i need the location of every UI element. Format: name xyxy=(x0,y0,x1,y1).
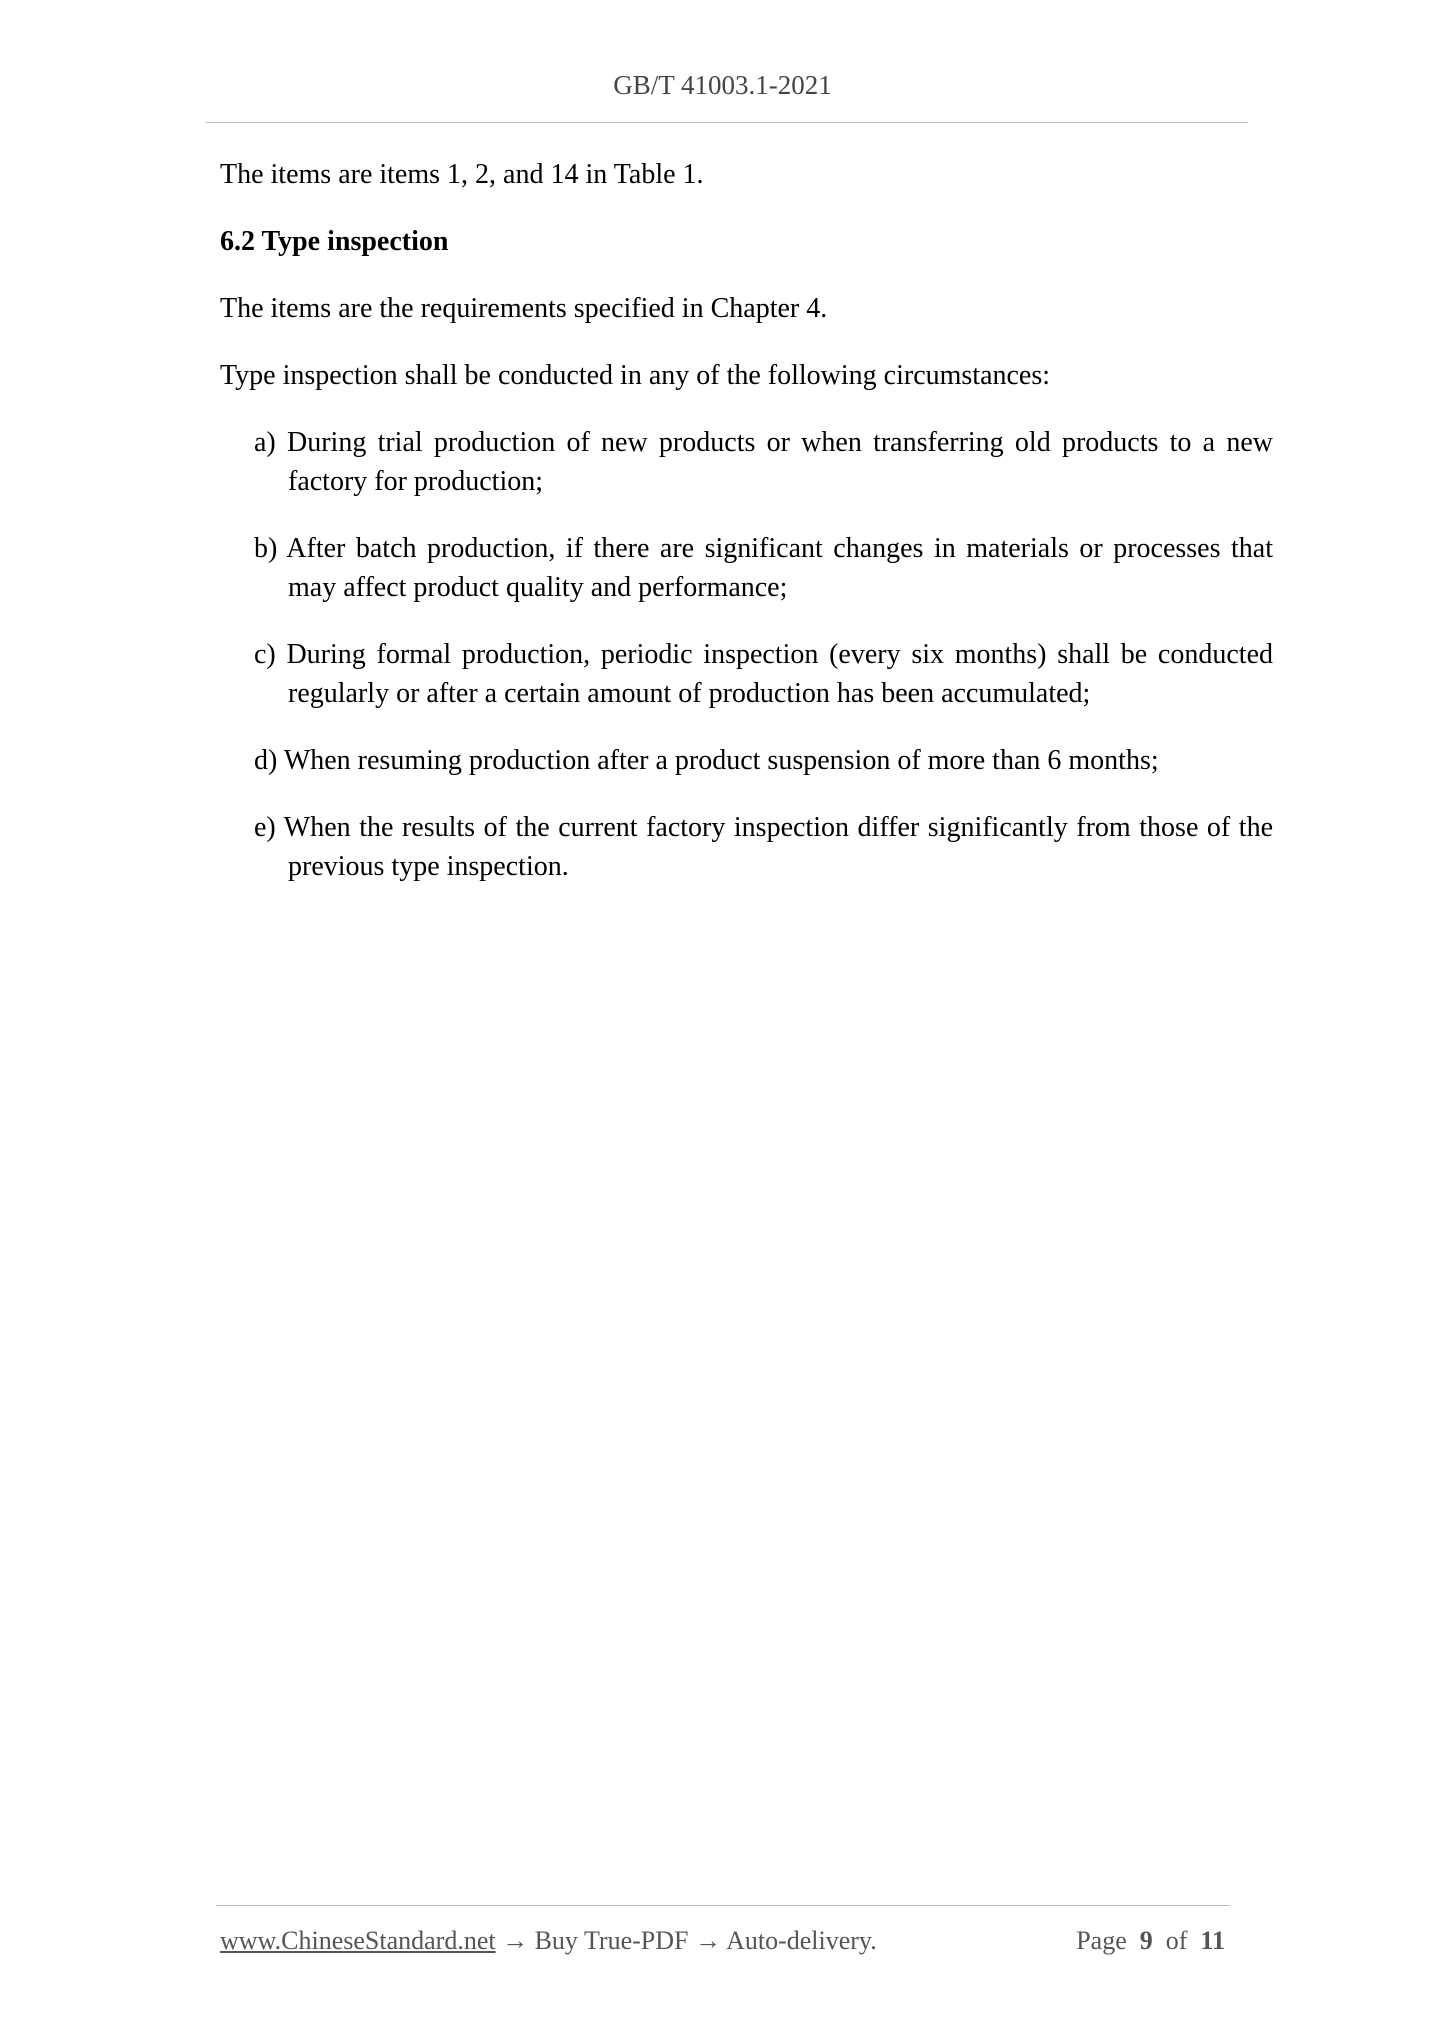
list-item: c) During formal production, periodic inspection (every six months) shall be conducted regularly or after a certain amount of production has been accumulated; xyxy=(254,639,1273,709)
page-indicator xyxy=(1076,1926,1225,1956)
list-item: a) During trial production of new products or when transferring old products to a new factory for production; xyxy=(254,427,1273,497)
list-item: e) When the results of the current factory inspection differ significantly from those of the previous type inspection. xyxy=(254,812,1273,882)
buy-pdf-text: Buy True-PDF xyxy=(534,1926,689,1955)
list-item: d) When resuming production after a product suspension of more than 6 months; xyxy=(254,745,1159,776)
arrow-icon: → xyxy=(502,1926,529,1955)
of-label: of xyxy=(1165,1926,1188,1955)
page-label: Page xyxy=(1076,1926,1127,1955)
items-paragraph: The items are the requirements specified in Chapter 4. xyxy=(220,293,828,324)
list-item: b) After batch production, if there are significant changes in materials or processes that may affect product quality and performance; xyxy=(254,533,1273,603)
page-content xyxy=(220,155,1273,914)
auto-delivery-text: Auto-delivery. xyxy=(726,1926,877,1955)
section-heading: 6.2 Type inspection xyxy=(220,226,449,257)
footer-divider xyxy=(216,1905,1230,1906)
footer-links xyxy=(220,1926,877,1956)
page-number: 9 xyxy=(1139,1926,1153,1955)
page-header: GB/T 41003.1-2021 xyxy=(613,70,832,100)
arrow-icon: → xyxy=(695,1926,721,1955)
intro-paragraph: The items are items 1, 2, and 14 in Table 1. xyxy=(220,159,704,190)
total-pages: 11 xyxy=(1200,1926,1225,1955)
website-link[interactable]: www.ChineseStandard.net xyxy=(220,1926,496,1955)
circumstances-intro: Type inspection shall be conducted in any of the following circumstances: xyxy=(220,360,1051,391)
circumstances-list xyxy=(220,423,1273,886)
page-footer xyxy=(220,1926,1225,1962)
header-divider xyxy=(206,122,1248,123)
